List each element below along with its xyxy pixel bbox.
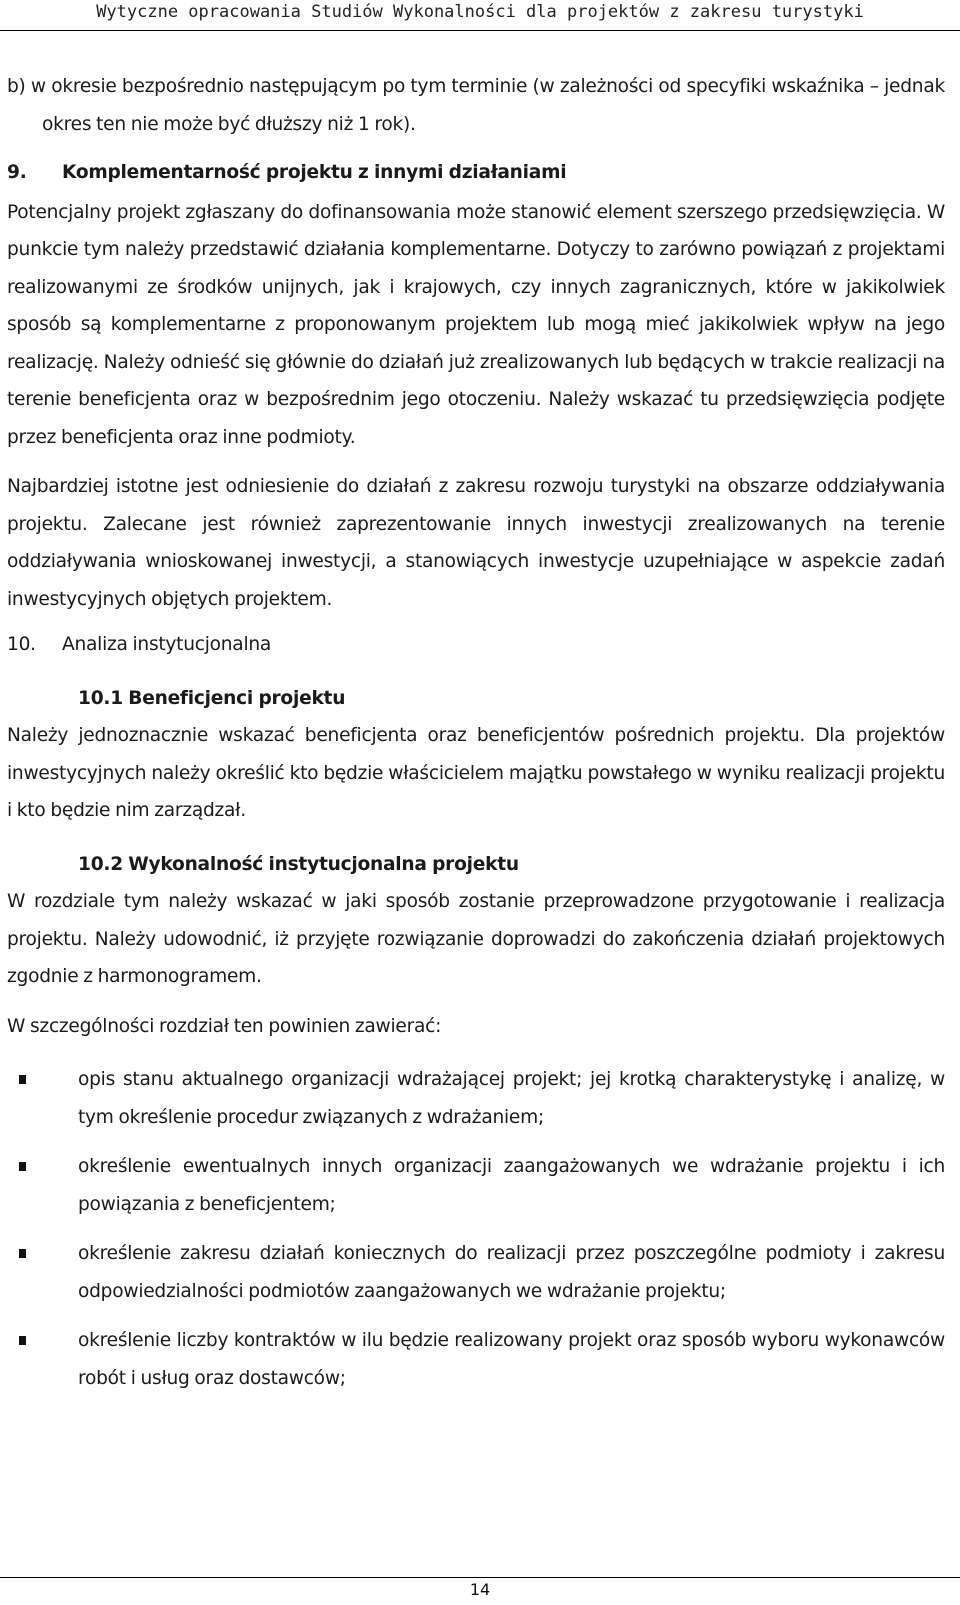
page-content: [7, 68, 945, 1409]
list-item: [7, 1235, 945, 1310]
running-header: Wytyczne opracowania Studiów Wykonalności dla projektów z zakresu turystyki: [96, 2, 864, 22]
list-intro: W szczególności rozdział ten powinien zawierać:: [7, 1015, 442, 1037]
square-bullet-icon: [19, 1336, 26, 1345]
section-10-number: 10.: [7, 634, 36, 655]
list-item-b: b) w okresie bezpośrednio następującym po tym terminie (w zależności od specyfiki wskaźnika – jednak okres ten nie może być dłuższy niż 1 rok).: [7, 76, 945, 135]
list-item: [7, 1061, 945, 1136]
square-bullet-icon: [19, 1162, 26, 1171]
subsection-10-2-text: W rozdziale tym należy wskazać w jaki sposób zostanie przeprowadzone przygotowanie i realizacja projektu. Należy udowodnić, iż przyjęte rozwiązanie doprowadzi do zakończenia działań projektowych zgodnie z harmonogramem.: [7, 891, 945, 987]
list-item-text: opis stanu aktualnego organizacji wdrażającej projekt; jej krotką charakterystykę i analizę, w tym określenie procedur związanych z wdrażaniem;: [78, 1069, 945, 1128]
footer-divider: [0, 1577, 960, 1578]
list-item-text: określenie zakresu działań koniecznych do realizacji przez poszczególne podmioty i zakresu odpowiedzialności podmiotów zaangażowanych we wdrażanie projektu;: [78, 1243, 945, 1302]
paragraph-tourism: Najbardziej istotne jest odniesienie do działań z zakresu rozwoju turystyki na obszarze oddziaływania projektu. Zalecane jest również zaprezentowanie innych inwestycji zrealizowanych na terenie oddziaływania wnioskowanej inwestycji, a stanowiących inwestycje uzupełniające w aspekcie zadań inwestycyjnych objętych projektem.: [7, 476, 945, 610]
list-item-text: określenie liczby kontraktów w ilu będzie realizowany projekt oraz sposób wyboru wykonawców robót i usług oraz dostawców;: [78, 1330, 945, 1389]
square-bullet-icon: [19, 1075, 26, 1084]
section-9-number: 9.: [7, 162, 27, 183]
section-9-heading: [7, 154, 945, 192]
subsection-10-1-heading: 10.1 Beneficjenci projektu: [78, 687, 346, 709]
square-bullet-icon: [19, 1249, 26, 1258]
header-divider: [0, 30, 960, 31]
subsection-10-2-heading: 10.2 Wykonalność instytucjonalna projektu: [78, 853, 519, 875]
section-10-title: Analiza instytucjonalna: [62, 634, 272, 655]
paragraph-complementarity: Potencjalny projekt zgłaszany do dofinansowania może stanowić element szerszego przedsięwzięcia. W punkcie tym należy przedstawić działania komplementarne. Dotyczy to zarówno powiązań z projektami realizowanymi ze środków unijnych, jak i krajowych, czy innych zagranicznych, które w jakikolwiek sposób są komplementarne z proponowanym projektem lub mogą mieć jakikolwiek wpływ na jego realizację. Należy odnieść się głównie do działań już zrealizowanych lub będących w trakcie realizacji na terenie beneficjenta oraz w bezpośrednim jego otoczeniu. Należy wskazać tu przedsięwzięcia podjęte przez beneficjenta oraz inne podmioty.: [7, 201, 945, 448]
requirements-list: [7, 1061, 945, 1397]
section-10-heading: [7, 626, 945, 664]
subsection-10-1-text: Należy jednoznacznie wskazać beneficjenta oraz beneficjentów pośrednich projektu. Dla projektów inwestycyjnych należy określić kto będzie właścicielem majątku powstałego w wyniku realizacji projektu i kto będzie nim zarządzał.: [7, 725, 945, 821]
list-item: [7, 1322, 945, 1397]
list-item-text: określenie ewentualnych innych organizacji zaangażowanych we wdrażanie projektu i ich powiązania z beneficjentem;: [78, 1156, 945, 1215]
page-number: 14: [469, 1580, 491, 1599]
section-9-title: Komplementarność projektu z innymi działaniami: [62, 162, 567, 183]
list-item: [7, 1148, 945, 1223]
